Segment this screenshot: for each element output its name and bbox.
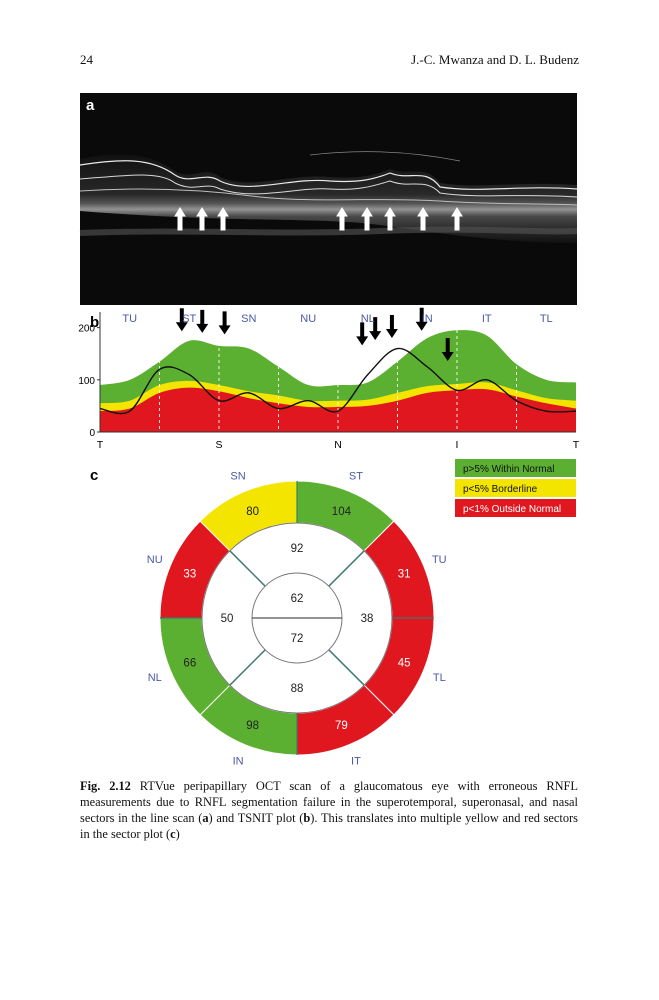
- outer-sector-label: IT: [351, 755, 361, 768]
- x-tick-label: N: [334, 439, 342, 451]
- outer-sector-value: 79: [334, 720, 348, 733]
- outer-sector-value: 31: [397, 568, 411, 581]
- page-number: 24: [80, 52, 93, 67]
- caption-ref-a: a: [202, 811, 209, 825]
- x-tick-label: T: [96, 439, 104, 451]
- legend-item: [455, 499, 576, 517]
- center-superior-value: 62: [290, 593, 304, 605]
- outer-sector-value: 98: [246, 720, 260, 733]
- y-tick-label: 200: [78, 323, 95, 335]
- black-arrow-icon: [196, 310, 208, 333]
- sector-label: NU: [300, 313, 317, 325]
- x-tick-label: S: [215, 439, 223, 451]
- caption-text-1: RTVue peripapillary OCT scan of a glaucomatous eye with erroneous RNFL measurements due to RNFL segmentation failure in the superotemporal, superonasal, and nasal sectors in the line scan (: [80, 779, 578, 825]
- outer-sector-label: TL: [432, 671, 446, 684]
- quadrant-temporal-value: 38: [360, 613, 374, 625]
- sector-label: IT: [481, 313, 492, 325]
- sector-label: NL: [360, 313, 375, 325]
- tsnit-plot: [80, 307, 580, 457]
- outer-sector-value: 104: [331, 505, 351, 518]
- sector-plot: [80, 457, 580, 767]
- caption-figure-label: Fig. 2.12: [80, 779, 131, 793]
- sector-plot-panel: [80, 457, 580, 767]
- tsnit-plot-panel: [80, 307, 580, 457]
- quadrant-superior-value: 92: [290, 543, 304, 555]
- legend-item: [455, 459, 576, 477]
- legend-label: p>5% Within Normal: [463, 464, 555, 475]
- quadrant-nasal-value: 50: [220, 613, 234, 625]
- outer-sector-value: 66: [183, 657, 197, 670]
- outer-sector-value: 45: [397, 657, 411, 670]
- black-arrow-icon: [356, 322, 368, 345]
- outer-sector-label: NL: [147, 671, 162, 684]
- legend-label: p<1% Outside Normal: [463, 504, 562, 515]
- sector-label: IN: [421, 313, 433, 325]
- caption-text-4: ): [175, 827, 180, 841]
- y-tick-label: 100: [78, 375, 95, 387]
- oct-line-scan-image: [80, 93, 577, 305]
- sector-label: ST: [182, 313, 197, 325]
- outer-sector-label: NU: [146, 554, 163, 567]
- figure-caption: [80, 778, 578, 842]
- center-inferior-value: 72: [290, 633, 304, 645]
- outer-sector-label: SN: [230, 470, 246, 483]
- sector-label: TU: [122, 313, 138, 325]
- x-tick-label: T: [572, 439, 580, 451]
- caption-ref-c: c: [170, 827, 176, 841]
- sector-label: TL: [539, 313, 553, 325]
- oct-scan-picture: [80, 93, 577, 305]
- caption-text-3: ). This translates into multiple yellow and red sectors in the sector plot (: [80, 811, 578, 841]
- black-arrow-icon: [386, 315, 398, 338]
- outer-sector-value: 33: [183, 568, 197, 581]
- outer-sector-value: 80: [246, 505, 260, 518]
- x-tick-label: I: [455, 439, 459, 451]
- caption-text-2: ) and TSNIT plot (: [208, 811, 304, 825]
- running-head: J.-C. Mwanza and D. L. Budenz: [411, 52, 579, 67]
- panel-label-b: b: [90, 314, 100, 331]
- outer-sector-label: ST: [348, 470, 363, 483]
- panel-label-a: a: [86, 97, 95, 114]
- outer-sector-label: IN: [232, 755, 244, 768]
- quadrant-inferior-value: 88: [290, 683, 304, 695]
- sector-label: SN: [241, 313, 257, 325]
- caption-ref-b: b: [303, 811, 311, 825]
- legend-item: [455, 479, 576, 497]
- y-tick-label: 0: [89, 428, 95, 439]
- legend-label: p<5% Borderline: [463, 484, 538, 495]
- panel-label-c: c: [90, 467, 99, 484]
- black-arrow-icon: [219, 311, 231, 334]
- outer-sector-label: TU: [431, 554, 447, 567]
